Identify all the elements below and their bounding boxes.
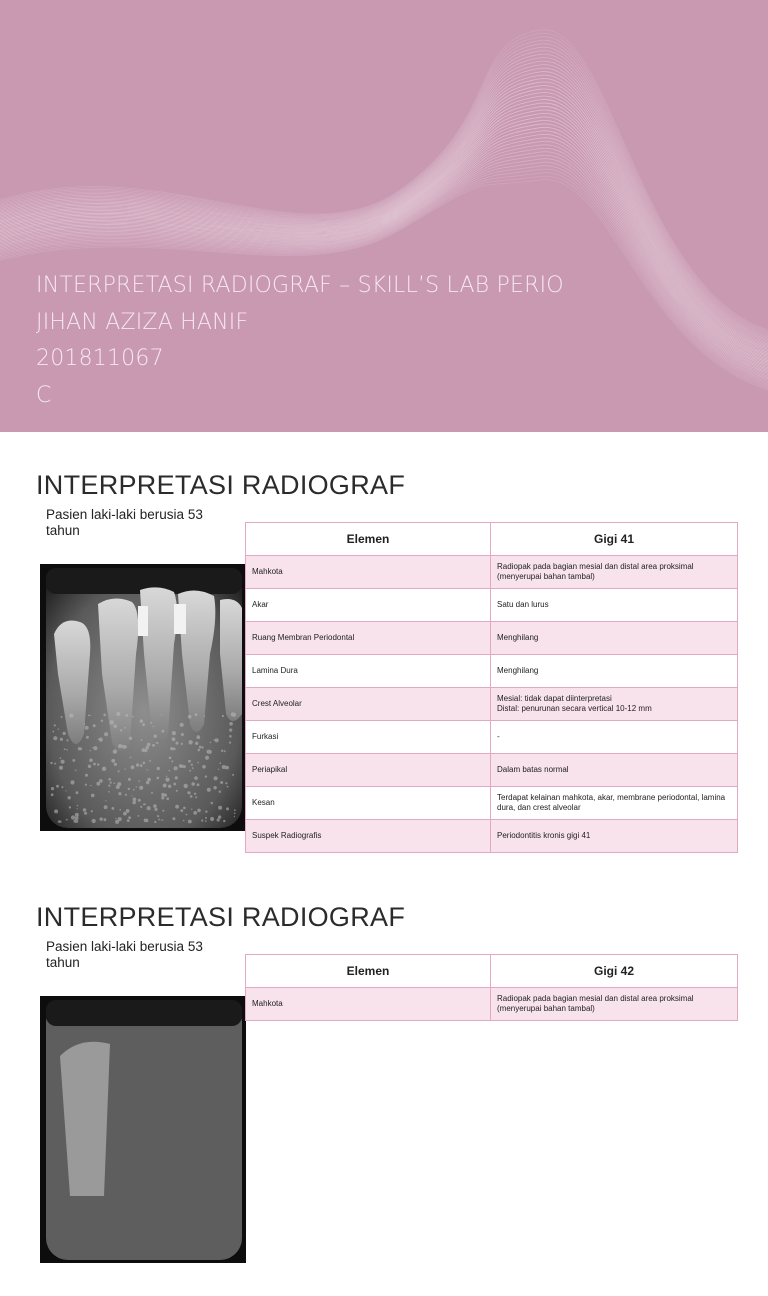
finding-cell: Satu dan lurus <box>491 589 738 622</box>
finding-cell: Menghilang <box>491 655 738 688</box>
column-header-tooth: Gigi 42 <box>491 955 738 988</box>
finding-cell: Terdapat kelainan mahkota, akar, membrane periodontal, lamina dura, dan crest alveolar <box>491 787 738 820</box>
patient-caption: Pasien laki-laki berusia 53 tahun <box>46 507 203 538</box>
column-header-element: Elemen <box>246 955 491 988</box>
author-name: JIHAN AZIZA HANIF <box>36 309 249 335</box>
finding-cell: Radiopak pada bagian mesial dan distal area proksimal (menyerupai bahan tambal) <box>491 988 738 1021</box>
element-cell: Lamina Dura <box>246 655 491 688</box>
table-row <box>246 721 738 754</box>
column-header-tooth: Gigi 41 <box>491 523 738 556</box>
element-cell: Kesan <box>246 787 491 820</box>
dental-radiograph-image <box>40 996 246 1263</box>
finding-cell: Radiopak pada bagian mesial dan distal area proksimal (menyerupai bahan tambal) <box>491 556 738 589</box>
finding-cell: Periodontitis kronis gigi 41 <box>491 820 738 853</box>
presentation-title: INTERPRETASI RADIOGRAF – SKILL’S LAB PERIO <box>36 273 564 298</box>
slide-gigi-42 <box>0 864 768 1296</box>
student-id: 201811067 <box>36 346 164 371</box>
table-row <box>246 589 738 622</box>
title-slide <box>0 0 768 432</box>
table-row <box>246 820 738 853</box>
class-label: C <box>36 382 52 408</box>
table-row <box>246 688 738 721</box>
slide-gigi-41 <box>0 432 768 864</box>
element-cell: Ruang Membran Periodontal <box>246 622 491 655</box>
title-text-block <box>36 268 564 414</box>
finding-cell: Mesial: tidak dapat diinterpretasi Distal: penurunan secara vertical 10-12 mm <box>491 688 738 721</box>
element-cell: Suspek Radiografis <box>246 820 491 853</box>
table-row <box>246 787 738 820</box>
table-row <box>246 754 738 787</box>
interpretation-table <box>245 522 738 853</box>
element-cell: Mahkota <box>246 556 491 589</box>
interpretation-table <box>245 954 738 1021</box>
table-row <box>246 988 738 1021</box>
element-cell: Furkasi <box>246 721 491 754</box>
element-cell: Mahkota <box>246 988 491 1021</box>
patient-caption: Pasien laki-laki berusia 53 tahun <box>46 939 203 970</box>
finding-cell: Dalam batas normal <box>491 754 738 787</box>
column-header-element: Elemen <box>246 523 491 556</box>
table-row <box>246 622 738 655</box>
element-cell: Periapikal <box>246 754 491 787</box>
table-row <box>246 655 738 688</box>
slide-title: INTERPRETASI RADIOGRAF <box>36 470 406 500</box>
dental-radiograph-image <box>40 564 246 831</box>
finding-cell: Menghilang <box>491 622 738 655</box>
slide-title: INTERPRETASI RADIOGRAF <box>36 902 406 932</box>
finding-cell: - <box>491 721 738 754</box>
element-cell: Crest Alveolar <box>246 688 491 721</box>
element-cell: Akar <box>246 589 491 622</box>
table-row <box>246 556 738 589</box>
